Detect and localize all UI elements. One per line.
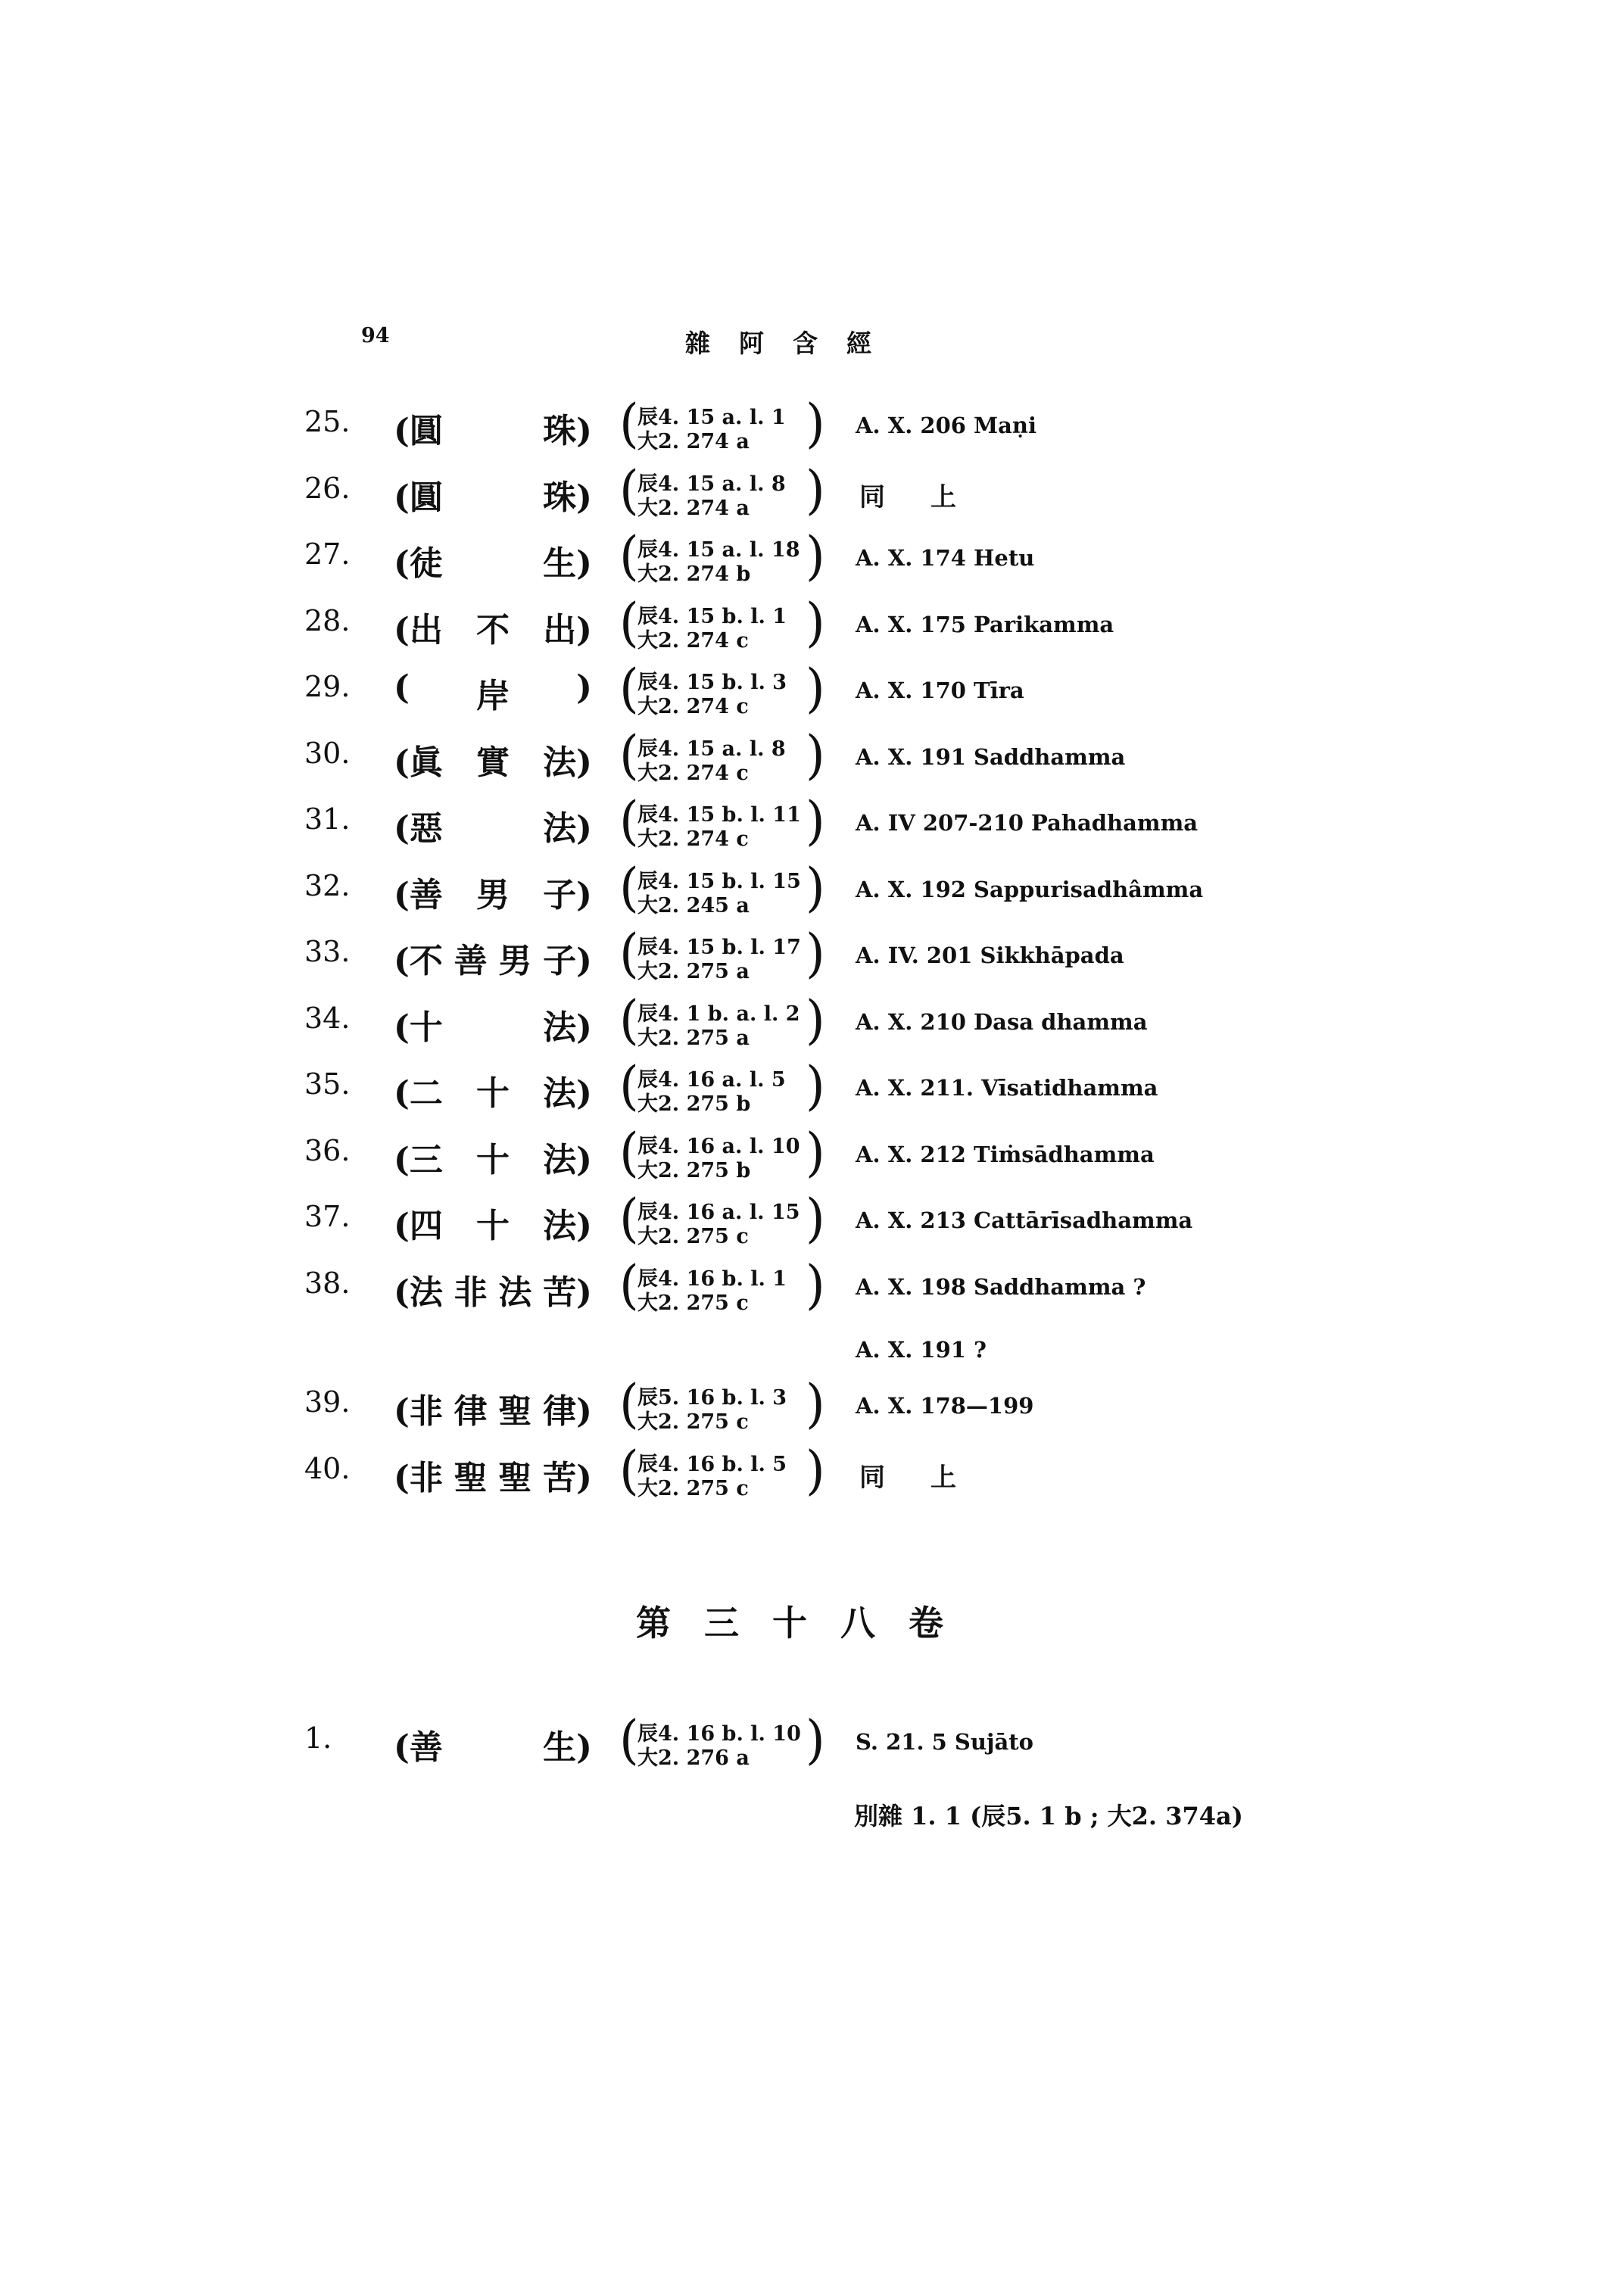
title-char: (圓 <box>394 478 443 517</box>
ref-line-1: 辰4. 15 b. l. 17 <box>637 936 801 959</box>
brace-open: ( <box>619 591 639 653</box>
ref-line-2: 大2. 275 c <box>637 1291 749 1315</box>
pali-parallel: A. X. 191 Saddhamma <box>856 743 1126 770</box>
entry-title <box>394 1132 592 1181</box>
title-char: (非 <box>394 1392 443 1431</box>
title-char: 苦) <box>543 1273 592 1312</box>
title-char: 十 <box>476 1140 510 1179</box>
brace-open: ( <box>619 923 639 984</box>
brace-close: ) <box>806 989 825 1051</box>
brace-open: ( <box>619 1188 639 1249</box>
title-char: 善 <box>454 942 488 980</box>
brace-open: ( <box>619 393 639 454</box>
entry-row <box>0 525 1624 587</box>
brace-close: ) <box>806 658 825 719</box>
pali-parallel: S. 21. 5 Sujāto <box>856 1729 1033 1755</box>
pali-parallel: A. X. 213 Cattārīsadhamma <box>856 1207 1193 1233</box>
title-char: 出) <box>543 610 592 650</box>
ref-line-2: 大2. 275 b <box>637 1158 751 1182</box>
entry-row <box>0 1254 1624 1316</box>
entry-number: 1. <box>304 1721 332 1755</box>
reference <box>619 1121 825 1184</box>
entry-row <box>0 1121 1624 1184</box>
entry-title <box>394 536 592 584</box>
title-char: ( <box>394 668 410 707</box>
title-char: (不 <box>394 942 443 980</box>
brace-open: ( <box>619 1121 639 1183</box>
title-char: (眞 <box>394 743 443 782</box>
brace-close: ) <box>806 1055 825 1117</box>
reference <box>619 724 825 787</box>
entry-title <box>394 868 592 916</box>
title-char: 聖 <box>454 1459 488 1497</box>
brace-open: ( <box>619 1055 639 1117</box>
ref-line-1: 辰5. 16 b. l. 3 <box>637 1386 787 1410</box>
brace-close: ) <box>806 591 825 653</box>
entry-title <box>394 668 592 717</box>
ref-line-2: 大2. 275 c <box>637 1477 749 1500</box>
brace-open: ( <box>619 1373 639 1435</box>
title-char: (善 <box>394 1728 443 1767</box>
entry-number: 28. <box>304 603 351 637</box>
ref-line-1: 辰4. 15 b. l. 11 <box>637 803 801 827</box>
title-char: 法) <box>543 1008 592 1047</box>
brace-close: ) <box>806 393 825 454</box>
entry-title <box>394 403 592 452</box>
title-char: (三 <box>394 1140 443 1179</box>
title-char: (二 <box>394 1074 443 1113</box>
title-char: 聖 <box>498 1459 532 1497</box>
ref-line-2: 大2. 275 a <box>637 960 750 983</box>
ref-line-1: 辰4. 16 a. l. 5 <box>637 1068 786 1092</box>
title-char: 法) <box>543 809 592 848</box>
entry-row <box>0 591 1624 654</box>
pali-parallel: A. X. 206 Maṇi <box>856 413 1037 438</box>
entry-title <box>394 933 592 982</box>
entry-title <box>394 1384 592 1432</box>
reference <box>619 1188 825 1250</box>
entry-row <box>0 459 1624 522</box>
title-char: (四 <box>394 1207 443 1245</box>
reference <box>619 658 825 720</box>
title-char: (圓 <box>394 412 443 450</box>
brace-close: ) <box>806 1373 825 1435</box>
ref-line-1: 辰4. 15 a. l. 8 <box>637 472 786 496</box>
section-title: 第三十八卷 <box>636 1603 977 1643</box>
ref-line-1: 辰4. 15 b. l. 3 <box>637 671 787 694</box>
ref-line-2: 大2. 276 a <box>637 1746 750 1770</box>
title-char: 十 <box>476 1074 510 1113</box>
ref-line-2: 大2. 245 a <box>637 893 750 918</box>
reference <box>619 1254 825 1316</box>
brace-close: ) <box>806 1440 825 1501</box>
ref-line-1: 辰4. 15 b. l. 1 <box>637 604 787 628</box>
title-char: 子) <box>543 942 592 980</box>
reference <box>619 1373 825 1435</box>
title-char: ) <box>576 668 592 707</box>
entry-number: 39. <box>304 1385 351 1419</box>
entry-row <box>0 1709 1624 1771</box>
entry-title <box>394 1720 592 1768</box>
brace-open: ( <box>619 856 639 918</box>
entry-title <box>394 1198 592 1247</box>
entry-number: 25. <box>304 405 351 438</box>
ref-line-2: 大2. 274 c <box>637 761 749 785</box>
entry-title <box>394 1000 592 1048</box>
brace-open: ( <box>619 525 639 587</box>
entry-number: 36. <box>304 1133 351 1167</box>
reference <box>619 1055 825 1117</box>
ref-line-1: 辰4. 15 a. l. 18 <box>637 538 800 562</box>
entry-number: 40. <box>304 1452 351 1485</box>
entry-title <box>394 735 592 784</box>
entry-title <box>394 1265 592 1313</box>
title-char: (惡 <box>394 809 443 848</box>
ref-line-2: 大2. 275 c <box>637 1410 749 1434</box>
brace-close: ) <box>806 724 825 786</box>
page-number: 94 <box>361 324 390 347</box>
ref-line-2: 大2. 275 a <box>637 1026 750 1050</box>
brace-close: ) <box>806 1709 825 1771</box>
pali-parallel: A. IV 207-210 Pahadhamma <box>856 810 1199 836</box>
ref-line-2: 大2. 274 b <box>637 562 751 586</box>
title-char: 男 <box>498 942 532 980</box>
title-char: 珠) <box>543 478 592 517</box>
title-char: 生) <box>543 544 592 583</box>
brace-open: ( <box>619 724 639 786</box>
ref-line-1: 辰4. 16 a. l. 15 <box>637 1201 800 1224</box>
brace-open: ( <box>619 1440 639 1501</box>
brace-close: ) <box>806 1121 825 1183</box>
title-char: 十 <box>476 1207 510 1245</box>
title-char: 非 <box>454 1273 488 1312</box>
pali-parallel: A. X. 178—199 <box>856 1393 1034 1419</box>
ref-line-2: 大2. 274 c <box>637 827 749 851</box>
title-char: 苦) <box>543 1459 592 1497</box>
reference <box>619 459 825 522</box>
ref-line-1: 辰4. 15 a. l. 8 <box>637 737 786 761</box>
brace-open: ( <box>619 1709 639 1771</box>
brace-close: ) <box>806 525 825 587</box>
reference <box>619 923 825 985</box>
entry-row <box>0 989 1624 1051</box>
ref-line-2: 大2. 274 a <box>637 496 750 520</box>
entry-number: 38. <box>304 1266 351 1300</box>
pali-parallel: A. X. 170 Tīra <box>856 678 1024 703</box>
title-char: 律) <box>543 1392 592 1431</box>
entry-number: 37. <box>304 1200 351 1233</box>
title-char: (法 <box>394 1273 443 1312</box>
entry-number: 33. <box>304 935 351 968</box>
title-char: 子) <box>543 875 592 914</box>
entry-row <box>0 658 1624 720</box>
title-char: (出 <box>394 610 443 650</box>
brace-close: ) <box>806 459 825 521</box>
title-char: 珠) <box>543 412 592 450</box>
entry-number: 27. <box>304 537 351 571</box>
title-char: 法 <box>498 1273 532 1312</box>
ref-line-2: 大2. 275 b <box>637 1092 751 1116</box>
entry-number: 31. <box>304 802 351 836</box>
ref-line-1: 辰4. 15 b. l. 15 <box>637 869 801 893</box>
brace-close: ) <box>806 856 825 918</box>
ref-line-1: 辰4. 1 b. a. l. 2 <box>637 1002 800 1026</box>
title-char: 法) <box>543 1207 592 1245</box>
entry-number: 35. <box>304 1067 351 1101</box>
brace-open: ( <box>619 989 639 1051</box>
pali-parallel: A. X. 174 Hetu <box>856 545 1035 571</box>
title-char: (十 <box>394 1008 443 1047</box>
pali-parallel: A. X. 192 Sappurisadhâmma <box>856 876 1204 902</box>
title-char: 聖 <box>498 1392 532 1431</box>
entry-row <box>0 1188 1624 1250</box>
brace-open: ( <box>619 658 639 719</box>
entry-row <box>0 393 1624 455</box>
entry-number: 29. <box>304 670 351 703</box>
ref-line-1: 辰4. 15 a. l. 1 <box>637 406 786 429</box>
entry-row <box>0 1440 1624 1502</box>
ref-line-2: 大2. 274 c <box>637 695 749 718</box>
title-char: 不 <box>476 610 510 650</box>
ref-line-1: 辰4. 16 b. l. 10 <box>637 1722 801 1746</box>
entry-number: 32. <box>304 868 351 902</box>
reference <box>619 989 825 1051</box>
entry-row <box>0 790 1624 852</box>
pali-parallel: A. X. 212 Tiṁsādhamma <box>856 1141 1155 1167</box>
ref-line-2: 大2. 275 c <box>637 1225 749 1248</box>
entry-row <box>0 1373 1624 1435</box>
entry-title <box>394 470 592 519</box>
title-char: 岸 <box>476 677 510 715</box>
pali-parallel: A. X. 198 Saddhamma ? <box>856 1273 1146 1300</box>
same-as-above: 同上 <box>859 1463 1002 1493</box>
entry-title <box>394 1450 592 1499</box>
title-char: 律 <box>454 1392 488 1431</box>
pali-parallel: A. X. 211. Vīsatidhamma <box>856 1075 1158 1101</box>
ref-line-2: 大2. 274 a <box>637 430 750 453</box>
entry-title <box>394 1066 592 1114</box>
entry-number: 26. <box>304 471 351 505</box>
brace-close: ) <box>806 790 825 852</box>
reference <box>619 856 825 919</box>
running-title: 雜阿含經 <box>685 329 900 358</box>
reference <box>619 525 825 587</box>
pali-parallel: A. X. 210 Dasa dhamma <box>856 1008 1148 1035</box>
same-as-above: 同上 <box>859 481 1002 512</box>
title-char: 法) <box>543 743 592 782</box>
extra-parallel: A. X. 191 ? <box>856 1337 987 1363</box>
title-char: 法) <box>543 1074 592 1113</box>
brace-open: ( <box>619 790 639 852</box>
title-char: 生) <box>543 1728 592 1767</box>
entry-row <box>0 724 1624 787</box>
ref-line-2: 大2. 274 c <box>637 628 749 653</box>
title-char: 實 <box>476 743 510 782</box>
title-char: 法) <box>543 1140 592 1179</box>
ref-line-1: 辰4. 16 b. l. 1 <box>637 1266 787 1291</box>
brace-close: ) <box>806 1254 825 1316</box>
entry-title <box>394 603 592 651</box>
brace-open: ( <box>619 1254 639 1316</box>
ref-line-1: 辰4. 16 a. l. 10 <box>637 1134 800 1158</box>
title-char: (善 <box>394 875 443 914</box>
bie-note: 別雜 1. 1 (辰5. 1 b ; 大2. 374a) <box>854 1802 1243 1830</box>
reference <box>619 790 825 852</box>
brace-open: ( <box>619 459 639 521</box>
title-char: 男 <box>476 875 510 914</box>
brace-close: ) <box>806 1188 825 1249</box>
entry-row <box>0 923 1624 985</box>
pali-parallel: A. X. 175 Parikamma <box>856 611 1114 637</box>
reference <box>619 591 825 654</box>
reference <box>619 393 825 455</box>
title-char: (徒 <box>394 544 443 583</box>
entry-number: 30. <box>304 736 351 770</box>
brace-close: ) <box>806 923 825 984</box>
entry-row <box>0 1055 1624 1117</box>
ref-line-1: 辰4. 16 b. l. 5 <box>637 1453 787 1476</box>
title-char: (非 <box>394 1459 443 1497</box>
reference <box>619 1709 825 1771</box>
entry-title <box>394 801 592 849</box>
reference <box>619 1440 825 1502</box>
entry-number: 34. <box>304 1001 351 1035</box>
entry-row <box>0 856 1624 919</box>
pali-parallel: A. IV. 201 Sikkhāpada <box>856 942 1124 968</box>
